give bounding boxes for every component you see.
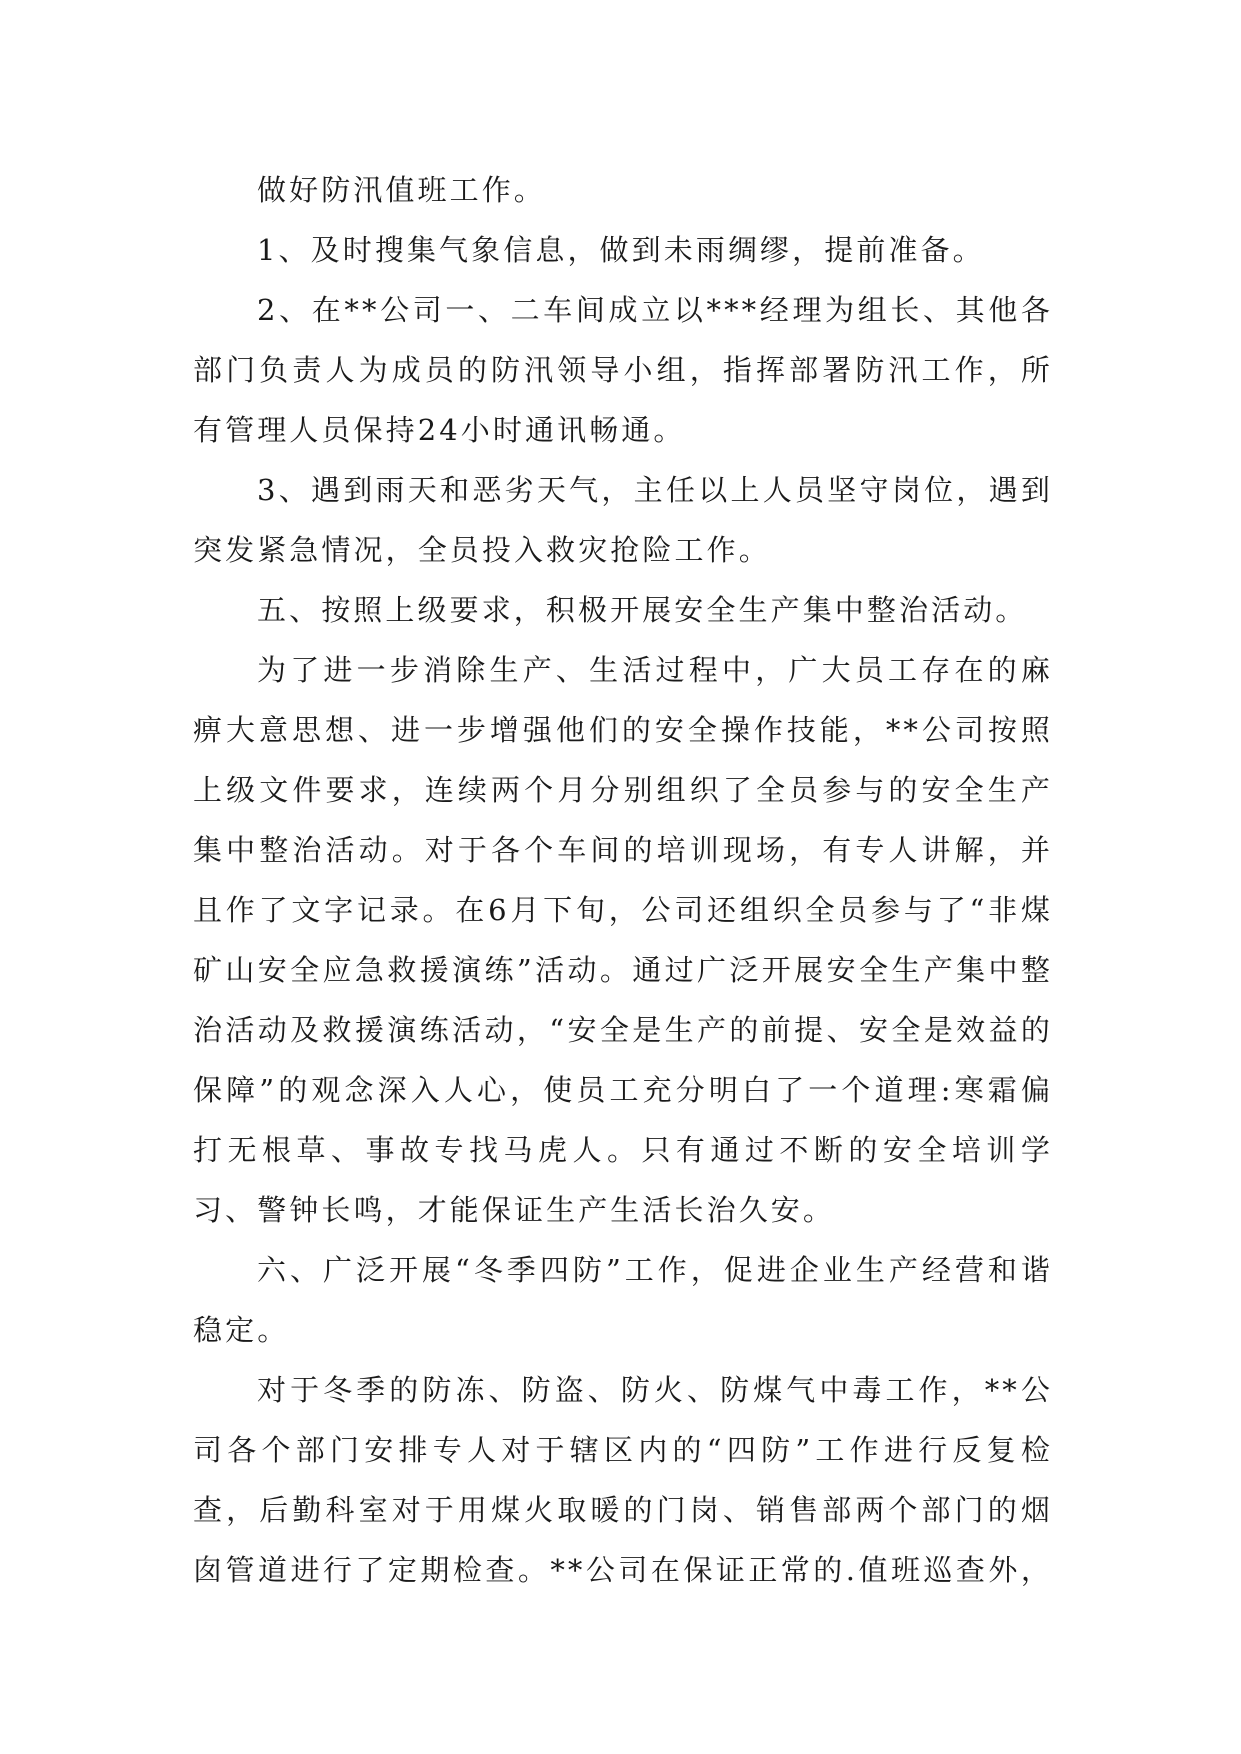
document-body [193, 160, 1053, 1600]
paragraph-item-3: 3、遇到雨天和恶劣天气，主任以上人员坚守岗位，遇到突发紧急情况，全员投入救灾抢险工作。 [193, 473, 1053, 567]
section-heading-six: 六、广泛开展“冬季四防”工作，促进企业生产经营和谐稳定。 [193, 1253, 1053, 1347]
section-heading-five: 五、按照上级要求，积极开展安全生产集中整治活动。 [257, 593, 1028, 627]
paragraph-flood-duty: 做好防汛值班工作。 [257, 173, 546, 207]
paragraph-item-2: 2、在**公司一、二车间成立以***经理为组长、其他各部门负责人为成员的防汛领导小组，指挥部署防汛工作，所有管理人员保持24小时通讯畅通。 [193, 293, 1053, 447]
paragraph-item-1: 1、及时搜集气象信息，做到未雨绸缪，提前准备。 [257, 233, 985, 267]
paragraph-winter-four-prevention: 对于冬季的防冻、防盗、防火、防煤气中毒工作，**公司各个部门安排专人对于辖区内的“四防”工作进行反复检查，后勤科室对于用煤火取暖的门岗、销售部两个部门的烟囱管道进行了定期检查。**公司在保证正常的.值班巡查外， [193, 1373, 1053, 1587]
paragraph-safety-campaign: 为了进一步消除生产、生活过程中，广大员工存在的麻痹大意思想、进一步增强他们的安全操作技能，**公司按照上级文件要求，连续两个月分别组织了全员参与的安全生产集中整治活动。对于各个车间的培训现场，有专人讲解，并且作了文字记录。在6月下旬，公司还组织全员参与了“非煤矿山安全应急救援演练”活动。通过广泛开展安全生产集中整治活动及救援演练活动，“安全是生产的前提、安全是效益的保障”的观念深入人心，使员工充分明白了一个道理:寒霜偏打无根草、事故专找马虎人。只有通过不断的安全培训学习、警钟长鸣，才能保证生产生活长治久安。 [193, 653, 1053, 1227]
